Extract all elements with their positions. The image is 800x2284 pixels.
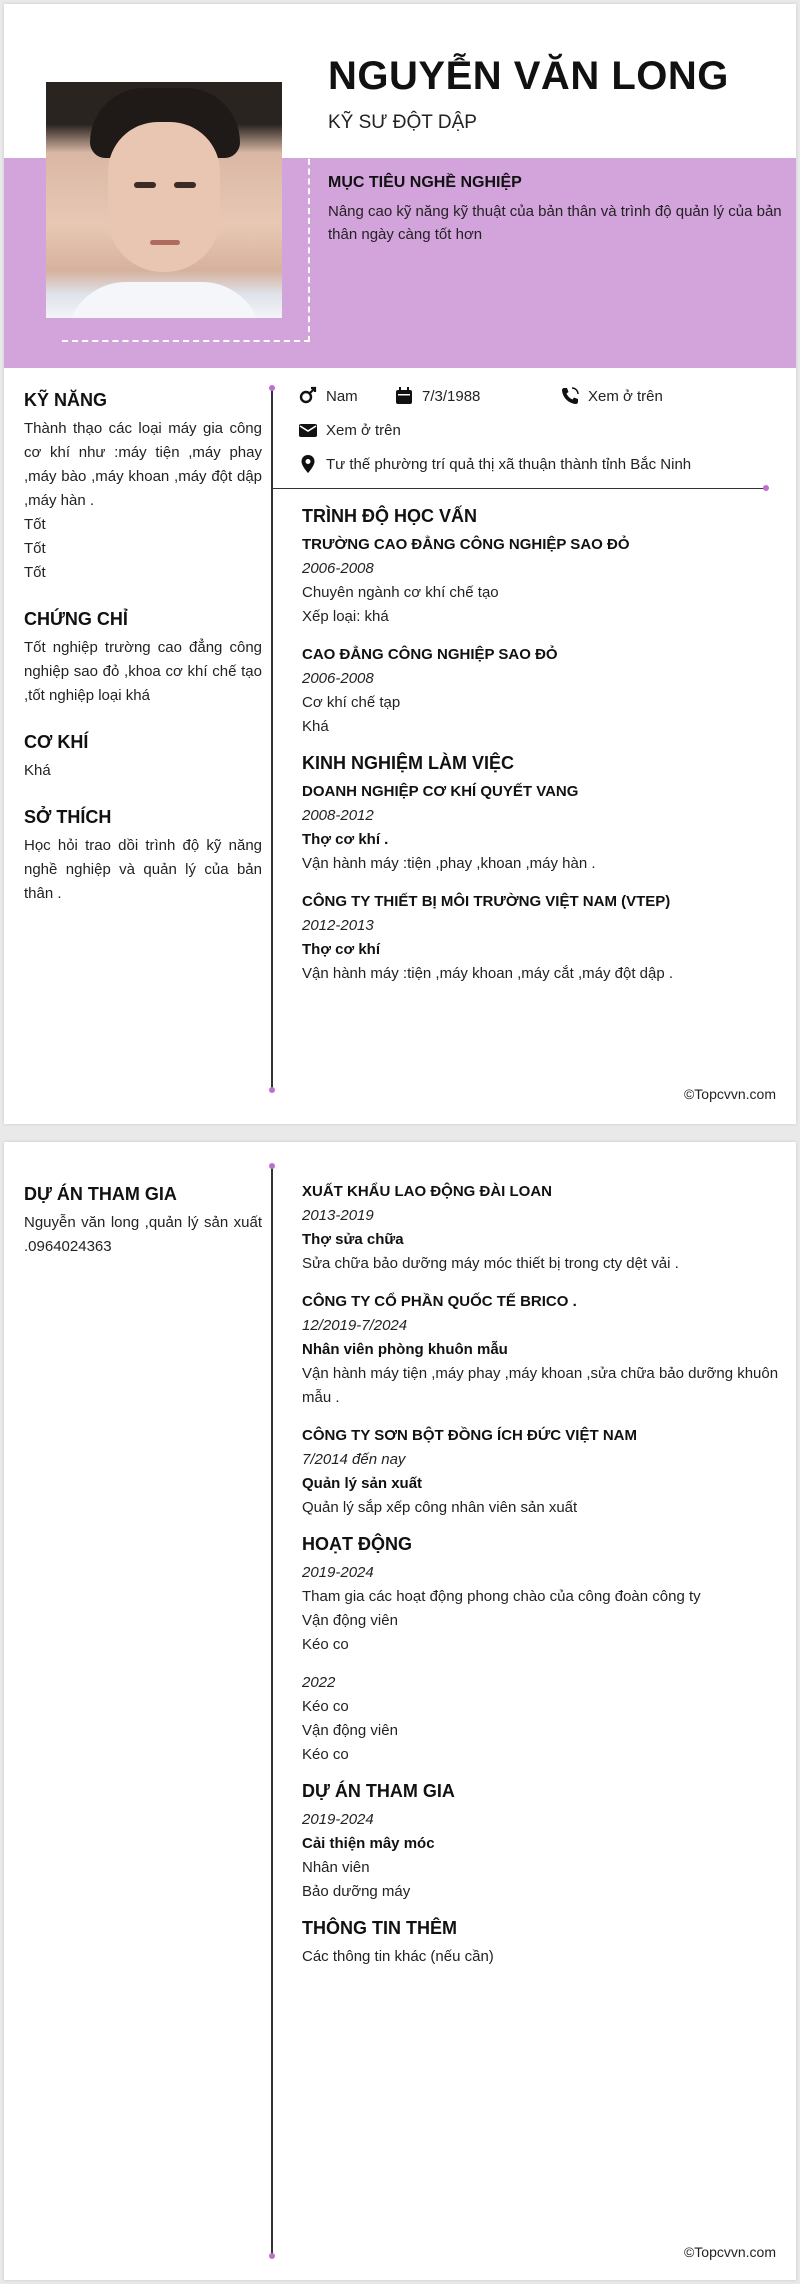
period: 2006-2008 [302,560,374,577]
activity-line: Vận động viên [302,1722,398,1739]
education-entry [302,533,782,629]
hobby-text: Học hỏi trao dồi trình độ kỹ năng nghề nghiệp và quản lý của bản thân . [24,837,262,902]
company-name: CÔNG TY SƠN BỘT ĐỒNG ÍCH ĐỨC VIỆT NAM [302,1427,637,1444]
cv-page-1 [4,4,796,1124]
projects-text: Nguyễn văn long ,quản lý sản xuất .0964024363 [24,1214,262,1255]
birthday-value: 7/3/1988 [422,387,481,405]
project-name: Cải thiện mây móc [302,1835,435,1852]
school-name: TRƯỜNG CAO ĐẲNG CÔNG NGHIỆP SAO ĐỎ [302,536,630,553]
projects-title: DỰ ÁN THAM GIA [24,1184,177,1204]
period: 2022 [302,1674,336,1691]
email-icon [298,420,318,440]
position: Thợ cơ khí . [302,831,389,848]
activities-title: HOẠT ĐỘNG [302,1534,412,1554]
right-column [302,1180,782,1983]
period: 7/2014 đến nay [302,1451,406,1468]
extra-info-text: Các thông tin khác (nếu cần) [302,1948,494,1965]
experience-entry [302,1180,782,1276]
timeline-dot [269,2253,275,2259]
extra-info-title: THÔNG TIN THÊM [302,1918,457,1938]
skill-level: Tốt [24,516,46,533]
phone-icon [560,386,580,406]
activity-line: Kéo co [302,1636,349,1653]
phone-value: Xem ở trên [588,387,663,405]
grade: Xếp loại: khá [302,608,389,625]
skill-level: Tốt [24,564,46,581]
objective-title: MỤC TIÊU NGHỀ NGHIỆP [328,174,522,191]
company-name: XUẤT KHẨU LAO ĐỘNG ĐÀI LOAN [302,1183,552,1200]
education-entry [302,643,782,739]
activity-line: Kéo co [302,1746,349,1763]
skills-title: KỸ NĂNG [24,390,108,410]
timeline-line [271,1166,273,2256]
objective-text: Nâng cao kỹ năng kỹ thuật của bản thân và trình độ quản lý của bản thân ngày càng tốt hơn [328,203,782,243]
activity-line: Tham gia các hoạt động phong chào của công đoàn công ty [302,1588,701,1605]
gender-icon [298,386,318,406]
location-pin-icon [298,454,318,474]
mech-title: CƠ KHÍ [24,732,89,752]
job-description: Quản lý sắp xếp công nhân viên sản xuất [302,1499,578,1516]
activity-line: Vận động viên [302,1612,398,1629]
period: 2006-2008 [302,670,374,687]
projects-section-title: DỰ ÁN THAM GIA [302,1781,455,1801]
period: 2008-2012 [302,807,374,824]
period: 2012-2013 [302,917,374,934]
company-name: DOANH NGHIỆP CƠ KHÍ QUYẾT VANG [302,783,579,800]
experience-entry [302,1290,782,1410]
company-name: CÔNG TY CỔ PHẦN QUỐC TẾ BRICO . [302,1293,577,1310]
experience-entry [302,780,782,876]
contact-email [298,420,401,440]
company-name: CÔNG TY THIẾT BỊ MÔI TRƯỜNG VIỆT NAM (VTEP) [302,893,671,910]
address-value: Tư thế phường trí quả thị xã thuận thành tỉnh Bắc Ninh [326,455,692,473]
position: Thợ cơ khí [302,941,381,958]
divider-dot [763,485,769,491]
timeline-dot [269,1087,275,1093]
activity-line: Kéo co [302,1698,349,1715]
job-description: Vận hành máy :tiện ,máy khoan ,máy cắt ,máy đột dập . [302,965,674,982]
cert-text: Tốt nghiệp trường cao đẳng công nghiệp sao đỏ ,khoa cơ khí chế tạo ,tốt nghiệp loại khá [24,639,262,704]
position: Quản lý sản xuất [302,1475,423,1492]
major: Chuyên ngành cơ khí chế tạo [302,584,499,601]
candidate-name: NGUYỄN VĂN LONG [328,54,729,98]
school-name: CAO ĐẲNG CÔNG NGHIỆP SAO ĐỎ [302,646,558,663]
hobby-title: SỞ THÍCH [24,807,112,827]
timeline-line [271,388,273,1090]
experience-entry [302,1424,782,1520]
period: 2013-2019 [302,1207,374,1224]
cert-title: CHỨNG CHỈ [24,609,128,629]
email-value: Xem ở trên [326,421,401,439]
right-column [302,506,782,1000]
left-column [24,390,262,930]
footer-brand: ©Topcvvn.com [683,1086,776,1102]
contact-phone [560,386,663,406]
candidate-role: KỸ SƯ ĐỘT DẬP [328,112,477,133]
position: Thợ sửa chữa [302,1231,404,1248]
contact-address [298,454,691,474]
position: Nhân viên phòng khuôn mẫu [302,1341,508,1358]
experience-entry [302,890,782,986]
profile-photo [46,82,282,318]
period: 2019-2024 [302,1564,374,1581]
project-role: Nhân viên [302,1859,370,1876]
period: 12/2019-7/2024 [302,1317,408,1334]
job-description: Vận hành máy :tiện ,phay ,khoan ,máy hàn . [302,855,596,872]
timeline-dot [269,385,275,391]
contact-birthday [394,386,480,406]
job-description: Sửa chữa bảo dưỡng máy móc thiết bị trong cty dệt vải . [302,1255,679,1272]
major: Cơ khí chế tạp [302,694,401,711]
left-column [24,1184,262,1283]
calendar-icon [394,386,414,406]
activity-entry [302,1561,782,1657]
job-description: Vận hành máy tiện ,máy phay ,máy khoan ,sửa chữa bảo dưỡng khuôn mẫu . [302,1365,779,1406]
skills-text: Thành thạo các loại máy gia công cơ khí như :máy tiện ,máy phay ,máy bào ,máy khoan ,máy đột dập ,máy hàn . [24,420,262,509]
footer-brand: ©Topcvvn.com [683,2244,776,2260]
timeline-dot [269,1163,275,1169]
experience-title: KINH NGHIỆM LÀM VIỆC [302,753,515,773]
skill-level: Tốt [24,540,46,557]
education-title: TRÌNH ĐỘ HỌC VẤN [302,506,477,526]
contact-gender [298,386,358,406]
mech-text: Khá [24,762,51,779]
gender-value: Nam [326,387,358,405]
project-description: Bảo dưỡng máy [302,1883,411,1900]
period: 2019-2024 [302,1811,374,1828]
contact-divider [271,488,765,489]
grade: Khá [302,718,329,735]
cv-page-2 [4,1142,796,2280]
project-entry [302,1808,782,1904]
activity-entry [302,1671,782,1767]
